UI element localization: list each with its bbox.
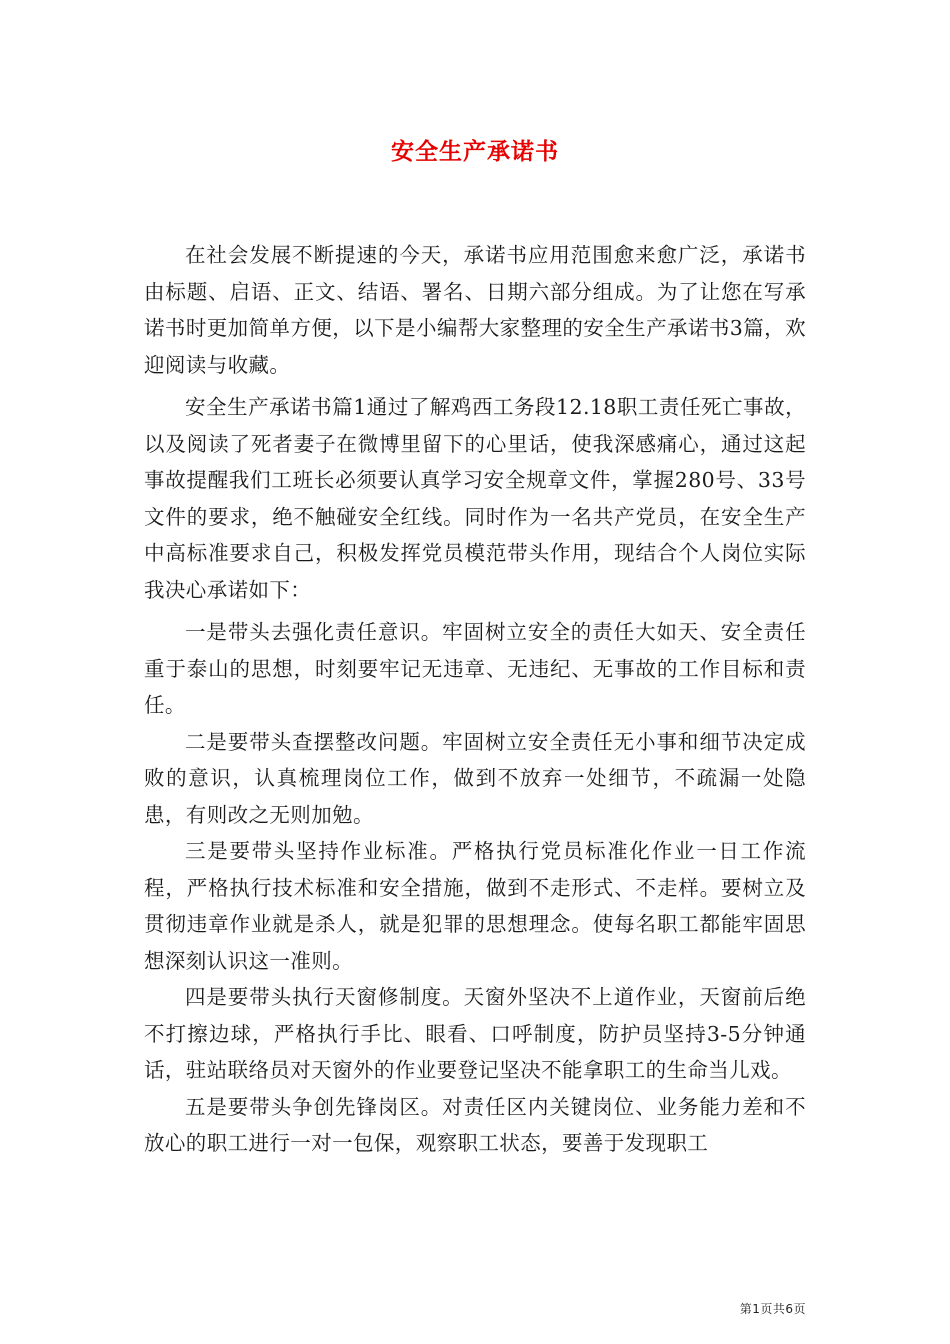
commitment-item-4: 四是要带头执行天窗修制度。天窗外坚决不上道作业，天窗前后绝不打擦边球，严格执行手比、眼看、口呼制度，防护员坚持3-5分钟通话，驻站联络员对天窗外的作业要登记坚决不能拿职工的生命当儿戏。 [144, 985, 806, 1082]
commitment-item-2: 二是要带头查摆整改问题。牢固树立安全责任无小事和细节决定成败的意识，认真梳理岗位工作，做到不放弃一处细节，不疏漏一处隐患，有则改之无则加勉。 [144, 729, 806, 827]
commitment-item-5: 五是要带头争创先锋岗区。对责任区内关键岗位、业务能力差和不放心的职工进行一对一包保，观察职工状态，要善于发现职工 [144, 1094, 806, 1155]
article-1-paragraph: 安全生产承诺书篇1通过了解鸡西工务段12.18职工责任死亡事故，以及阅读了死者妻子在微博里留下的心里话，使我深感痛心，通过这起事故提醒我们工班长必须要认真学习安全规章文件，掌握280号、33号文件的要求，绝不触碰安全红线。同时作为一名共产党员，在安全生产中高标准要求自己，积极发挥党员模范带头作用，现结合个人岗位实际我决心承诺如下： [144, 395, 806, 602]
commitment-item-1: 一是带头去强化责任意识。牢固树立安全的责任大如天、安全责任重于泰山的思想，时刻要牢记无违章、无违纪、无事故的工作目标和责任。 [144, 620, 806, 717]
commitment-item-3: 三是要带头坚持作业标准。严格执行党员标准化作业一日工作流程，严格执行技术标准和安全措施，做到不走形式、不走样。要树立及贯彻违章作业就是杀人，就是犯罪的思想理念。使每名职工都能牢固思想深刻认识这一准则。 [144, 839, 806, 973]
page-number-footer: 第1页共6页 [739, 1302, 806, 1316]
document-title: 安全生产承诺书 [391, 139, 559, 165]
intro-paragraph: 在社会发展不断提速的今天，承诺书应用范围愈来愈广泛，承诺书由标题、启语、正文、结语、署名、日期六部分组成。为了让您在写承诺书时更加简单方便，以下是小编帮大家整理的安全生产承诺书3篇，欢迎阅读与收藏。 [144, 243, 806, 377]
document-body [144, 237, 806, 1162]
